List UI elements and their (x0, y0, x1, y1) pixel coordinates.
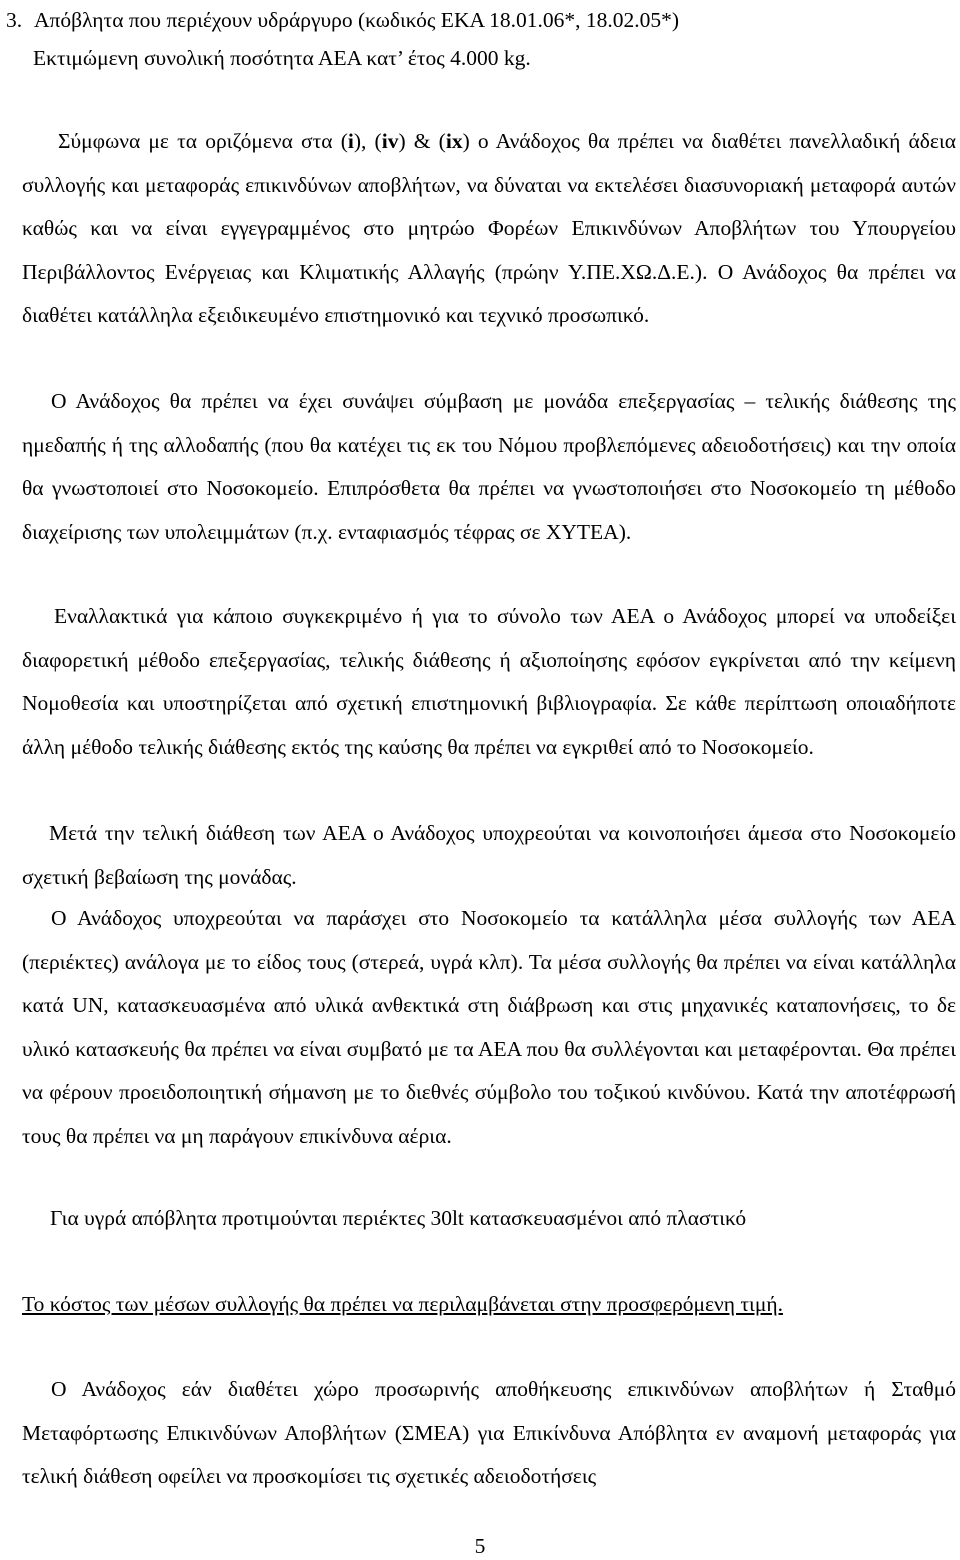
paragraph-storage-permits: Ο Ανάδοχος εάν διαθέτει χώρο προσωρινής αποθήκευσης επικινδύνων αποβλήτων ή Σταθμό Μεταφόρτωσης Επικινδύνων Αποβλήτων (ΣΜΕΑ) για Επικίνδυνα Απόβλητα εν αναμονή μεταφοράς για τελική διάθεση οφείλει να προσκομίσει τις σχετικές αδειοδοτήσεις (22, 1377, 956, 1489)
reference-ix: ix (445, 129, 463, 153)
paragraph1-text-d: ) ο Ανάδοχος θα πρέπει να διαθέτει πανελλαδική άδεια συλλογής και μεταφοράς επικινδύνων αποβλήτων, να δύναται να εκτελέσει διασυνοριακή μεταφορά αυτών καθώς και να είναι εγγεγραμμένος στο μητρώο Φορέων Επικινδύνων Αποβλήτων του Υπουργείου Περιβάλλοντος Ενέργειας και Κλιματικής Αλλαγής (πρώην Υ.ΠΕ.ΧΩ.Δ.Ε.). Ο Ανάδοχος θα πρέπει να διαθέτει κατάλληλα εξειδικευμένο επιστημονικό και τεχνικό προσωπικό. (22, 129, 957, 328)
section-title: Απόβλητα που περιέχουν υδράργυρο (κωδικός ΕΚΑ 18.01.06*, 18.02.05*) (34, 8, 680, 32)
paragraph-alternative-method: Εναλλακτικά για κάποιο συγκεκριμένο ή για το σύνολο των ΑΕΑ ο Ανάδοχος μπορεί να υποδείξει διαφορετική μέθοδο επεξεργασίας, τελικής διάθεσης ή αξιοποίησης εφόσον εγκρίνεται από την κείμενη Νομοθεσία και υποστηρίζεται από σχετική επιστημονική βιβλιογραφία. Σε κάθε περίπτωση οποιαδήποτε άλλη μέθοδο τελικής διάθεσης εκτός της καύσης θα πρέπει να εγκριθεί από το Νοσοκομείο. (22, 604, 956, 759)
section-number: 3. (6, 8, 23, 32)
paragraph1-text-c: ) & ( (398, 129, 446, 153)
reference-iv: iv (381, 129, 399, 153)
paragraph1-text-a: Σύμφωνα με τα οριζόμενα στα ( (58, 129, 348, 153)
paragraph-collection-containers: Ο Ανάδοχος υποχρεούται να παράσχει στο Νοσοκομείο τα κατάλληλα μέσα συλλογής των ΑΕΑ (περιέκτες) ανάλογα με το είδος τους (στερεά, υγρά κλπ). Τα μέσα συλλογής θα πρέπει να είναι κατάλληλα κατά UN, κατασκευασμένα από υλικά ανθεκτικά στη διάβρωση και στις μηχανικές καταπονήσεις, το δε υλικό κατασκευής θα πρέπει να είναι συμβατό με τα ΑΕΑ που θα συλλέγονται και μεταφέρονται. Θα πρέπει να φέρουν προειδοποιητική σήμανση με το διεθνές σύμβολο του τοξικού κινδύνου. Κατά την αποτέφρωσή τους θα πρέπει να μη παράγουν επικίνδυνα αέρια. (22, 906, 956, 1148)
annual-quantity-estimate: Εκτιμώμενη συνολική ποσότητα ΑΕΑ κατ’ έτος 4.000 kg. (33, 46, 531, 70)
paragraph1-text-b: ), ( (353, 129, 382, 153)
paragraph-license-requirements (22, 120, 956, 338)
paragraph-treatment-contract: Ο Ανάδοχος θα πρέπει να έχει συνάψει σύμβαση με μονάδα επεξεργασίας – τελικής διάθεσης της ημεδαπής ή της αλλοδαπής (που θα κατέχει τις εκ του Νόμου προβλεπόμενες αδειοδοτήσεις) και την οποία θα γνωστοποιεί στο Νοσοκομείο. Επιπρόσθετα θα πρέπει να γνωστοποιήσει στο Νοσοκομείο τη μέθοδο διαχείρισης των υπολειμμάτων (π.χ. ενταφιασμός τέφρας σε ΧΥΤΕΑ). (22, 389, 956, 544)
paragraph-disposal-certificate: Μετά την τελική διάθεση των ΑΕΑ ο Ανάδοχος υποχρεούται να κοινοποιήσει άμεσα στο Νοσοκομείο σχετική βεβαίωση της μονάδας. (22, 821, 956, 889)
paragraph-cost-note: Το κόστος των μέσων συλλογής θα πρέπει να περιλαμβάνεται στην προσφερόμενη τιμή. (22, 1292, 783, 1316)
section-heading (6, 2, 679, 38)
paragraph-liquid-waste-containers: Για υγρά απόβλητα προτιμούνται περιέκτες 30lt κατασκευασμένοι από πλαστικό (50, 1206, 747, 1230)
reference-i: i (347, 129, 354, 153)
page-number: 5 (474, 1534, 486, 1558)
